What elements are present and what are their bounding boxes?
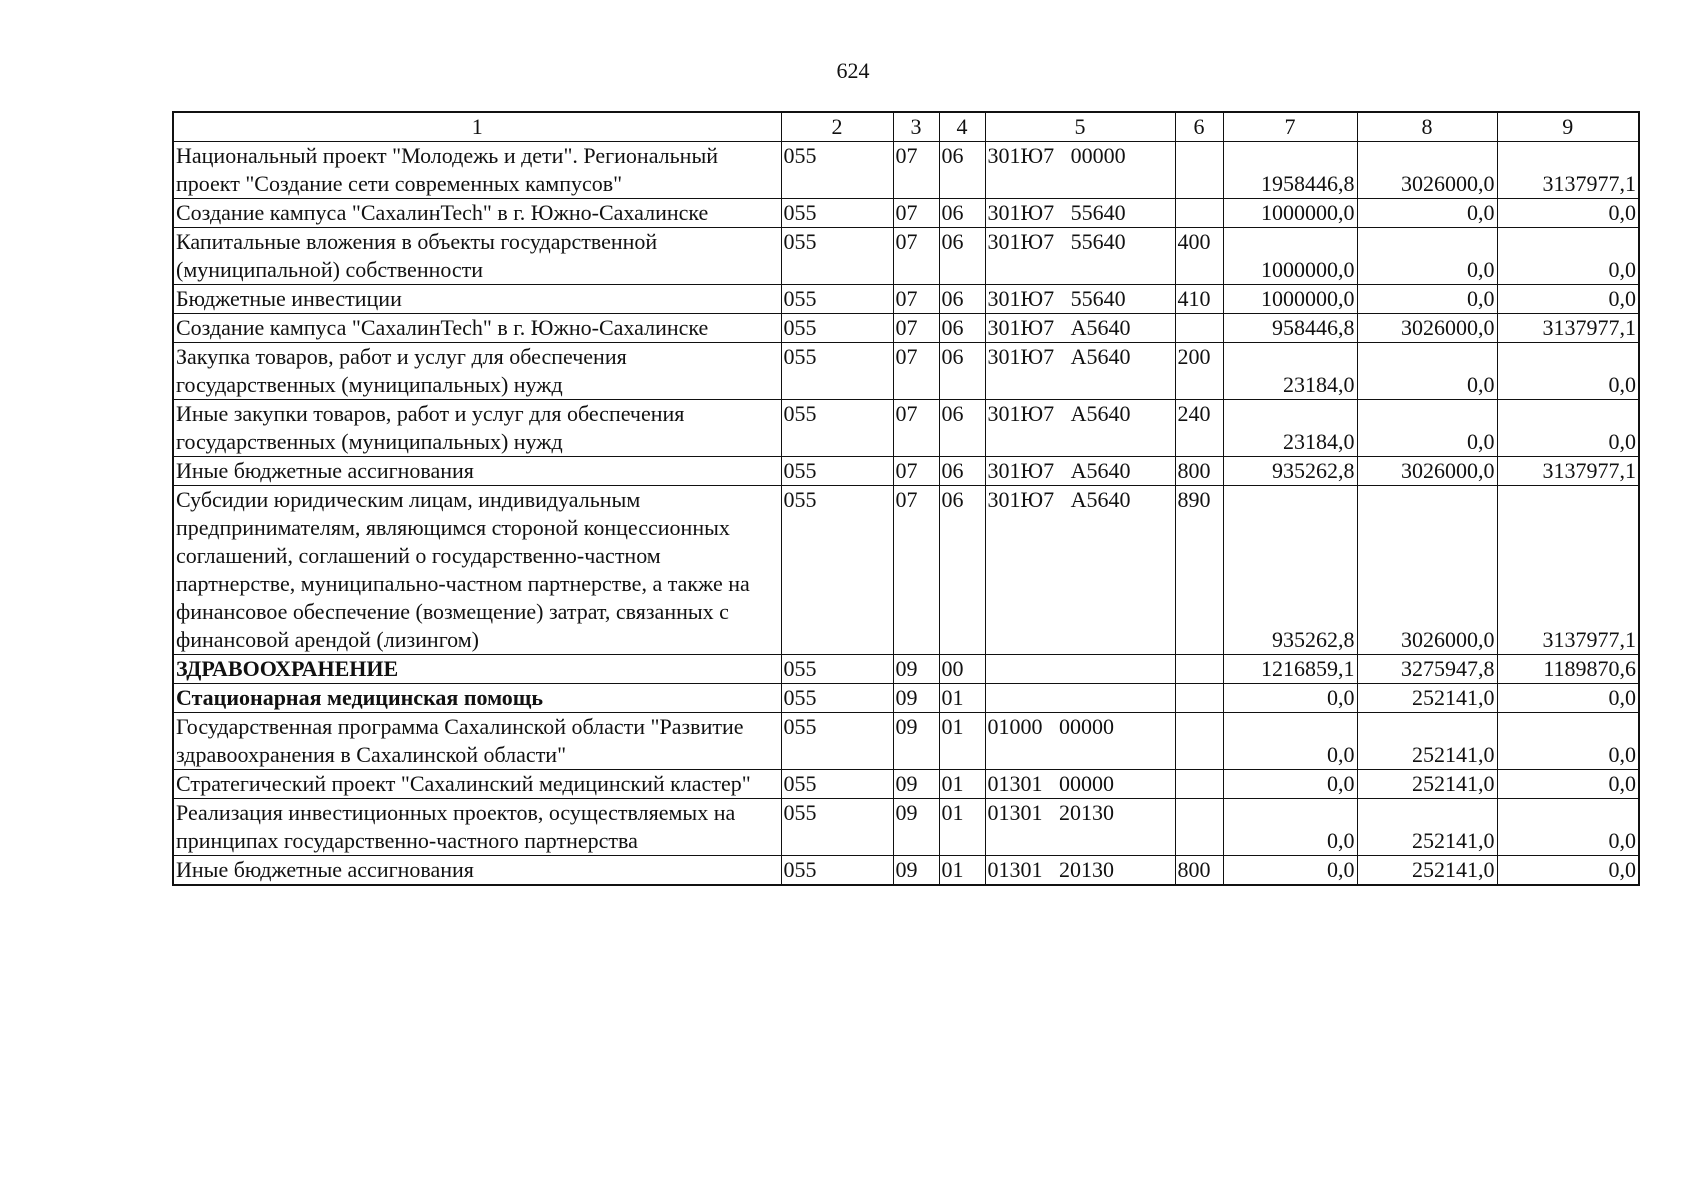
row-admin-code: 055: [781, 457, 893, 486]
table-row: [173, 285, 1639, 314]
row-subsection-code: 01: [939, 856, 985, 886]
row-expense-type: 800: [1175, 856, 1223, 886]
row-name: Создание кампуса "СахалинTech" в г. Южно-Сахалинске: [173, 199, 781, 228]
row-expense-type: 800: [1175, 457, 1223, 486]
row-section-code: 09: [893, 655, 939, 684]
row-amount-9: 3137977,1: [1497, 457, 1639, 486]
row-admin-code: 055: [781, 799, 893, 856]
row-amount-7: 1000000,0: [1223, 285, 1357, 314]
row-amount-9: 0,0: [1497, 856, 1639, 886]
row-name: Стратегический проект "Сахалинский медицинский кластер": [173, 770, 781, 799]
col-header-7: 7: [1223, 112, 1357, 142]
row-amount-8: 252141,0: [1357, 713, 1497, 770]
table-row: [173, 457, 1639, 486]
row-name: Иные закупки товаров, работ и услуг для обеспечения государственных (муниципальных) нужд: [173, 400, 781, 457]
row-subsection-code: 06: [939, 142, 985, 199]
row-target-article: 301Ю7 А5640: [985, 314, 1175, 343]
row-admin-code: 055: [781, 142, 893, 199]
row-section-code: 09: [893, 713, 939, 770]
row-amount-7: 1958446,8: [1223, 142, 1357, 199]
header-row: [173, 112, 1639, 142]
row-expense-type: [1175, 314, 1223, 343]
table-row: [173, 856, 1639, 886]
row-target-article: 301Ю7 А5640: [985, 486, 1175, 655]
row-amount-9: 0,0: [1497, 199, 1639, 228]
row-admin-code: 055: [781, 285, 893, 314]
row-name: Иные бюджетные ассигнования: [173, 856, 781, 886]
col-header-4: 4: [939, 112, 985, 142]
table-row: [173, 799, 1639, 856]
row-target-article: 01301 00000: [985, 770, 1175, 799]
row-amount-8: 0,0: [1357, 285, 1497, 314]
table-row: [173, 199, 1639, 228]
row-name: Бюджетные инвестиции: [173, 285, 781, 314]
row-expense-type: 240: [1175, 400, 1223, 457]
row-amount-7: 23184,0: [1223, 343, 1357, 400]
table-row: [173, 684, 1639, 713]
row-name: Субсидии юридическим лицам, индивидуальным предпринимателям, являющимся стороной концессионных соглашений, соглашений о государственно-частном партнерстве, муниципально-частном партнерстве, а также на финансовое обеспечение (возмещение) затрат, связанных с финансовой арендой (лизингом): [173, 486, 781, 655]
row-target-article: 01000 00000: [985, 713, 1175, 770]
row-section-code: 07: [893, 142, 939, 199]
row-target-article: 01301 20130: [985, 799, 1175, 856]
row-admin-code: 055: [781, 199, 893, 228]
col-header-6: 6: [1175, 112, 1223, 142]
row-amount-9: 0,0: [1497, 285, 1639, 314]
row-amount-9: 0,0: [1497, 343, 1639, 400]
row-section-code: 09: [893, 770, 939, 799]
row-amount-8: 0,0: [1357, 199, 1497, 228]
table-row: [173, 142, 1639, 199]
row-expense-type: [1175, 684, 1223, 713]
row-amount-7: 958446,8: [1223, 314, 1357, 343]
row-amount-7: 0,0: [1223, 799, 1357, 856]
row-admin-code: 055: [781, 343, 893, 400]
row-admin-code: 055: [781, 486, 893, 655]
table-row: [173, 655, 1639, 684]
row-amount-9: 0,0: [1497, 799, 1639, 856]
row-target-article: 01301 20130: [985, 856, 1175, 886]
col-header-5: 5: [985, 112, 1175, 142]
row-amount-9: 3137977,1: [1497, 486, 1639, 655]
row-amount-8: 0,0: [1357, 400, 1497, 457]
row-name: Капитальные вложения в объекты государственной (муниципальной) собственности: [173, 228, 781, 285]
row-target-article: 301Ю7 55640: [985, 285, 1175, 314]
row-amount-7: 0,0: [1223, 770, 1357, 799]
row-amount-7: 935262,8: [1223, 486, 1357, 655]
table-row: [173, 343, 1639, 400]
row-name: Закупка товаров, работ и услуг для обеспечения государственных (муниципальных) нужд: [173, 343, 781, 400]
row-name: Иные бюджетные ассигнования: [173, 457, 781, 486]
row-admin-code: 055: [781, 314, 893, 343]
row-section-code: 07: [893, 285, 939, 314]
col-header-1: 1: [173, 112, 781, 142]
row-subsection-code: 01: [939, 770, 985, 799]
table-row: [173, 770, 1639, 799]
row-section-code: 07: [893, 343, 939, 400]
col-header-8: 8: [1357, 112, 1497, 142]
row-section-code: 07: [893, 228, 939, 285]
row-name: Стационарная медицинская помощь: [173, 684, 781, 713]
row-amount-8: 3026000,0: [1357, 457, 1497, 486]
row-amount-9: 3137977,1: [1497, 142, 1639, 199]
row-admin-code: 055: [781, 684, 893, 713]
row-target-article: 301Ю7 А5640: [985, 457, 1175, 486]
row-amount-9: 1189870,6: [1497, 655, 1639, 684]
row-amount-9: 3137977,1: [1497, 314, 1639, 343]
row-amount-7: 0,0: [1223, 684, 1357, 713]
row-section-code: 09: [893, 799, 939, 856]
budget-table: [172, 111, 1640, 886]
row-amount-9: 0,0: [1497, 770, 1639, 799]
row-amount-8: 3026000,0: [1357, 314, 1497, 343]
table-row: [173, 314, 1639, 343]
row-expense-type: [1175, 142, 1223, 199]
row-target-article: [985, 684, 1175, 713]
row-section-code: 07: [893, 400, 939, 457]
row-subsection-code: 01: [939, 799, 985, 856]
row-expense-type: [1175, 655, 1223, 684]
row-admin-code: 055: [781, 655, 893, 684]
row-target-article: 301Ю7 00000: [985, 142, 1175, 199]
row-expense-type: [1175, 770, 1223, 799]
row-section-code: 09: [893, 856, 939, 886]
row-target-article: 301Ю7 55640: [985, 228, 1175, 285]
row-amount-7: 0,0: [1223, 856, 1357, 886]
row-amount-9: 0,0: [1497, 228, 1639, 285]
row-subsection-code: 06: [939, 285, 985, 314]
row-section-code: 07: [893, 457, 939, 486]
row-amount-8: 3026000,0: [1357, 486, 1497, 655]
row-subsection-code: 06: [939, 400, 985, 457]
table-row: [173, 228, 1639, 285]
row-admin-code: 055: [781, 713, 893, 770]
row-amount-7: 0,0: [1223, 713, 1357, 770]
row-amount-8: 3275947,8: [1357, 655, 1497, 684]
col-header-3: 3: [893, 112, 939, 142]
row-subsection-code: 06: [939, 486, 985, 655]
row-target-article: 301Ю7 А5640: [985, 343, 1175, 400]
row-amount-8: 0,0: [1357, 228, 1497, 285]
row-subsection-code: 06: [939, 314, 985, 343]
row-amount-7: 935262,8: [1223, 457, 1357, 486]
row-expense-type: [1175, 713, 1223, 770]
row-target-article: 301Ю7 А5640: [985, 400, 1175, 457]
row-expense-type: [1175, 199, 1223, 228]
row-amount-9: 0,0: [1497, 684, 1639, 713]
row-amount-8: 0,0: [1357, 343, 1497, 400]
row-subsection-code: 06: [939, 199, 985, 228]
row-subsection-code: 01: [939, 684, 985, 713]
row-expense-type: [1175, 799, 1223, 856]
row-admin-code: 055: [781, 856, 893, 886]
row-amount-8: 252141,0: [1357, 799, 1497, 856]
row-name: Национальный проект "Молодежь и дети". Региональный проект "Создание сети современных кампусов": [173, 142, 781, 199]
row-expense-type: 200: [1175, 343, 1223, 400]
row-section-code: 07: [893, 199, 939, 228]
row-section-code: 09: [893, 684, 939, 713]
row-amount-8: 252141,0: [1357, 770, 1497, 799]
row-admin-code: 055: [781, 400, 893, 457]
row-admin-code: 055: [781, 228, 893, 285]
row-amount-7: 1000000,0: [1223, 199, 1357, 228]
row-admin-code: 055: [781, 770, 893, 799]
row-name: Создание кампуса "СахалинTech" в г. Южно-Сахалинске: [173, 314, 781, 343]
row-subsection-code: 00: [939, 655, 985, 684]
row-amount-8: 252141,0: [1357, 856, 1497, 886]
row-subsection-code: 06: [939, 228, 985, 285]
row-section-code: 07: [893, 314, 939, 343]
row-amount-7: 1216859,1: [1223, 655, 1357, 684]
row-target-article: [985, 655, 1175, 684]
row-name: Государственная программа Сахалинской области "Развитие здравоохранения в Сахалинской области": [173, 713, 781, 770]
row-amount-8: 252141,0: [1357, 684, 1497, 713]
row-name: ЗДРАВООХРАНЕНИЕ: [173, 655, 781, 684]
col-header-9: 9: [1497, 112, 1639, 142]
row-subsection-code: 06: [939, 343, 985, 400]
table-row: [173, 400, 1639, 457]
row-expense-type: 890: [1175, 486, 1223, 655]
row-amount-8: 3026000,0: [1357, 142, 1497, 199]
row-amount-9: 0,0: [1497, 400, 1639, 457]
page-number: 624: [836, 58, 870, 83]
row-amount-9: 0,0: [1497, 713, 1639, 770]
row-subsection-code: 01: [939, 713, 985, 770]
row-amount-7: 1000000,0: [1223, 228, 1357, 285]
row-section-code: 07: [893, 486, 939, 655]
row-amount-7: 23184,0: [1223, 400, 1357, 457]
row-expense-type: 400: [1175, 228, 1223, 285]
row-target-article: 301Ю7 55640: [985, 199, 1175, 228]
row-subsection-code: 06: [939, 457, 985, 486]
col-header-2: 2: [781, 112, 893, 142]
row-expense-type: 410: [1175, 285, 1223, 314]
row-name: Реализация инвестиционных проектов, осуществляемых на принципах государственно-частного партнерства: [173, 799, 781, 856]
table-row: [173, 713, 1639, 770]
table-row: [173, 486, 1639, 655]
